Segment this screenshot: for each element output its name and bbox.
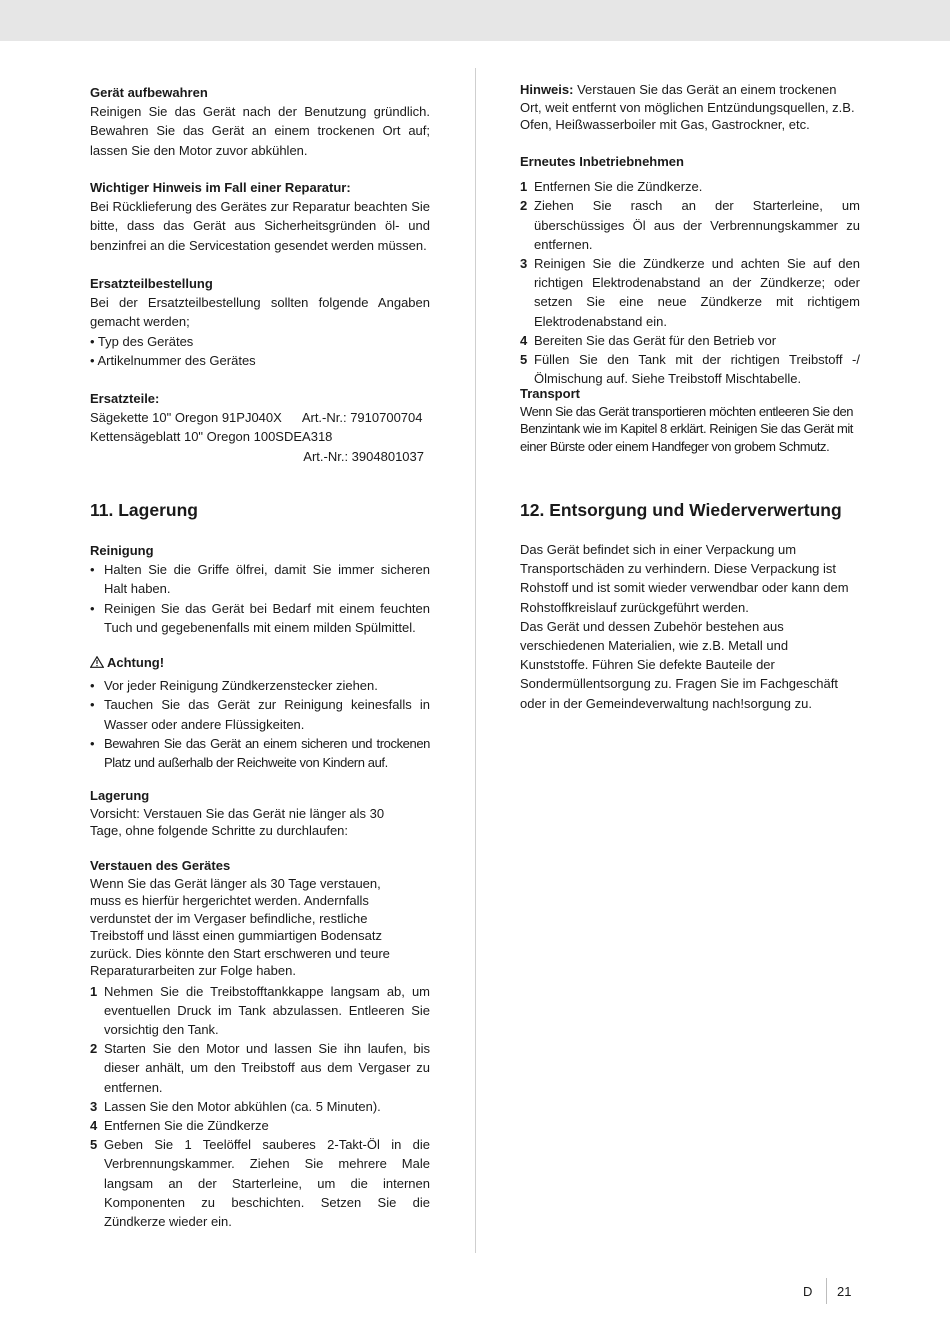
list-item: 2 Starten Sie den Motor und lassen Sie ihn laufen, bis dieser anhält, um den Treibstoff aus dem Vergaser zu entfernen. [90, 1041, 430, 1095]
list-item: 5 Füllen Sie den Tank mit der richtigen Treibstoff -/ Ölmischung auf. Siehe Treibstoff Mischtabelle. [520, 352, 860, 387]
lagerung-block [90, 787, 410, 840]
repair-text: Bei Rücklieferung des Gerätes zur Reparatur beachten Sie bitte, dass das Gerät aus Sicherheitsgründen öl- und benzinfrei an die Servicestation gesendet werden müssen. [90, 199, 430, 253]
disposal-text-2: Das Gerät und dessen Zubehör bestehen aus verschiedenen Materialien, wie z.B. Metall und Kunststoffe. Führen Sie defekte Bauteile der Sondermüllentsorgung zu. Fragen Sie im Fachgeschäft oder in der Gemeindeverwaltung nach!sorgung zu. [520, 618, 838, 711]
lagerung-text: Vorsicht: Verstauen Sie das Gerät nie länger als 30 Tage, ohne folgende Schritte zu durchlaufen: [90, 805, 385, 838]
list-item: 1 Nehmen Sie die Treibstofftankkappe langsam ab, um eventuellen Druck im Tank abzulassen. Entleeren Sie vorsichtig den Tank. [90, 983, 430, 1037]
restart-block [520, 152, 860, 388]
order-text: Bei der Ersatzteilbestellung sollten folgende Angaben gemacht werden; [90, 295, 430, 330]
stow-heading: Verstauen des Gerätes [90, 858, 231, 873]
transport-heading: Transport [520, 386, 580, 401]
section-12-title: 12. Entsorgung und Wiederverwertung [520, 500, 842, 520]
note-block [520, 81, 860, 134]
list-item: 4 Bereiten Sie das Gerät für den Betrieb vor [520, 332, 777, 348]
disposal-text-1: Das Gerät befindet sich in einer Verpackung um Transportschäden zu verhindern. Diese Verpackung ist Rohstoff und ist somit wieder verwendbar oder kann dem Rohstoffkreislauf zurückgeführt werden. [520, 542, 849, 615]
repair-block [90, 178, 430, 255]
part-1 [90, 408, 430, 427]
top-bar [0, 0, 950, 41]
section-11-title: 11. Lagerung [90, 500, 198, 520]
list-item: • Halten Sie die Griffe ölfrei, damit Sie immer sicheren Halt haben. [90, 562, 430, 597]
caution-heading [90, 653, 430, 672]
transport-block [520, 385, 865, 455]
order-item: • Typ des Gerätes [90, 333, 194, 349]
list-item: 3 Lassen Sie den Motor abkühlen (ca. 5 Minuten). [90, 1098, 381, 1114]
list-item: • Bewahren Sie das Gerät an einem sicheren und trockenen Platz und außerhalb der Reichweite von Kindern auf. [90, 735, 430, 771]
footer-language: D [803, 1284, 813, 1299]
restart-heading: Erneutes Inbetriebnehmen [520, 154, 684, 169]
footer-divider [826, 1278, 827, 1304]
caution-label: Achtung! [107, 655, 165, 670]
list-item: 5 Geben Sie 1 Teelöffel sauberes 2-Takt-Öl in die Verbrennungskammer. Ziehen Sie mehrere Male langsam an der Starterleine, um die internen Komponenten zu beschichten. Setzen Sie die Zündkerze wieder ein. [90, 1137, 430, 1229]
order-block [90, 274, 430, 370]
repair-heading: Wichtiger Hinweis im Fall einer Reparatur: [90, 180, 351, 195]
parts-heading: Ersatzteile: [90, 391, 160, 406]
stow-block [90, 857, 430, 1231]
caution-block [90, 653, 430, 772]
part-2-number: Art.-Nr.: 3904801037 [303, 448, 424, 464]
list-item: 3 Reinigen Sie die Zündkerze und achten Sie auf den richtigen Elektrodenabstand an der Zündkerze; oder setzen Sie eine neue Zündkerze mit richtigem Elektrodenabstand ein. [520, 256, 860, 329]
order-heading: Ersatzteilbestellung [90, 276, 213, 291]
lagerung-heading: Lagerung [90, 788, 150, 803]
cleaning-block [90, 541, 430, 637]
column-divider [475, 68, 476, 1253]
part-1-number: Art.-Nr.: 7910700704 [301, 410, 423, 426]
part-2-name: Kettensägeblatt 10" Oregon 100SDEA318 [90, 429, 333, 445]
note-text: Verstauen Sie das Gerät an einem trockenen Ort, weit entfernt von möglichen Entzündungsquellen, z.B. Ofen, Heißwasserboiler mit Gas, Gastrockner, etc. [520, 82, 855, 132]
page-number: 21 [837, 1284, 852, 1299]
storage-text: Reinigen Sie das Gerät nach der Benutzung gründlich. Bewahren Sie das Gerät an einem trockenen Ort auf; lassen Sie den Motor zuvor abkühlen. [90, 104, 430, 158]
part-1-name: Sägekette 10" Oregon 91PJ040X [90, 410, 282, 426]
stow-text: Wenn Sie das Gerät länger als 30 Tage verstauen, muss es hierfür hergerichtet werden. Andernfalls verdunstet der im Vergaser befindliche, restliche Treibstoff und lässt einen gummiartigen Bodensatz zurück. Dies könnte den Start erschweren und teure Reparaturarbeiten zur Folge haben. [90, 875, 390, 978]
parts-block [90, 389, 430, 466]
storage-heading: Gerät aufbewahren [90, 85, 208, 100]
transport-text: Wenn Sie das Gerät transportieren möchten entleeren Sie den Benzintank wie im Kapitel 8 erklärt. Reinigen Sie das Gerät mit einer Bürste oder einem Handfeger von grobem Schmutz. [520, 403, 854, 454]
cleaning-heading: Reinigung [90, 543, 154, 558]
order-item: • Artikelnummer des Gerätes [90, 352, 256, 368]
disposal-block [520, 540, 860, 713]
note-label: Hinweis: [520, 82, 574, 97]
list-item: • Vor jeder Reinigung Zündkerzenstecker ziehen. [90, 678, 378, 694]
list-item: 1 Entfernen Sie die Zündkerze. [520, 179, 703, 195]
list-item: 4 Entfernen Sie die Zündkerze [90, 1117, 269, 1133]
list-item: • Reinigen Sie das Gerät bei Bedarf mit einem feuchten Tuch und gegebenenfalls mit einem milden Spülmittel. [90, 600, 430, 635]
list-item: • Tauchen Sie das Gerät zur Reinigung keinesfalls in Wasser oder andere Flüssigkeiten. [90, 697, 430, 732]
warning-icon [90, 656, 104, 668]
storage-block [90, 83, 430, 160]
list-item: 2 Ziehen Sie rasch an der Starterleine, um überschüssiges Öl aus der Verbrennungskammer zu entfernen. [520, 198, 860, 252]
